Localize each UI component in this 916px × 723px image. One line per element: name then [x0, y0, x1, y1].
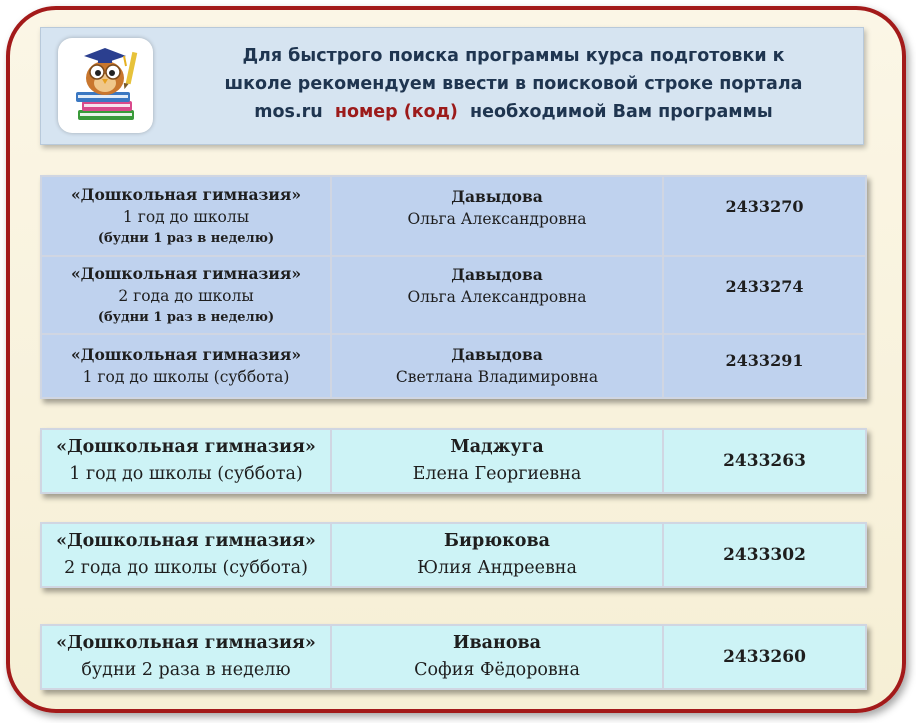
- program-card-3: [40, 624, 867, 690]
- teacher-cell: Давыдова Ольга Александровна: [331, 256, 663, 334]
- portal-name: mos.ru: [254, 102, 323, 122]
- program-code: 2433263: [663, 429, 866, 493]
- teacher-cell: Маджуга Елена Георгиевна: [331, 429, 663, 493]
- program-code: 2433270: [663, 176, 866, 256]
- table-row: [41, 256, 866, 334]
- program-cell: «Дошкольная гимназия» 2 года до школы (будни 1 раз в неделю): [41, 256, 331, 334]
- program-cell: «Дошкольная гимназия» будни 2 раза в неделю: [41, 625, 331, 689]
- hint-line-2: школе рекомендуем ввести в поисковой строке портала: [224, 74, 803, 94]
- table-row: [41, 625, 866, 689]
- program-cell: «Дошкольная гимназия» 1 год до школы (будни 1 раз в неделю): [41, 176, 331, 256]
- info-banner: [40, 27, 864, 145]
- search-hint-text: [181, 42, 846, 126]
- program-card-2: [40, 522, 867, 588]
- program-cell: «Дошкольная гимназия» 1 год до школы (суббота): [41, 334, 331, 398]
- program-code: 2433302: [663, 523, 866, 587]
- table-row: [41, 334, 866, 398]
- hint-line-3-suffix: необходимой Вам программы: [470, 102, 773, 122]
- teacher-cell: Иванова София Фёдоровна: [331, 625, 663, 689]
- table-row: [41, 176, 866, 256]
- teacher-cell: Бирюкова Юлия Андреевна: [331, 523, 663, 587]
- program-code: 2433291: [663, 334, 866, 398]
- programs-table-main: [40, 175, 867, 399]
- program-code: 2433260: [663, 625, 866, 689]
- teacher-cell: Давыдова Ольга Александровна: [331, 176, 663, 256]
- table-row: [41, 429, 866, 493]
- table-row: [41, 523, 866, 587]
- program-card-1: [40, 428, 867, 494]
- program-cell: «Дошкольная гимназия» 1 год до школы (суббота): [41, 429, 331, 493]
- hint-line-1: Для быстрого поиска программы курса подготовки к: [242, 46, 785, 66]
- program-cell: «Дошкольная гимназия» 2 года до школы (суббота): [41, 523, 331, 587]
- program-code: 2433274: [663, 256, 866, 334]
- code-emphasis: номер (код): [334, 102, 458, 122]
- owl-books-icon: [58, 38, 153, 133]
- teacher-cell: Давыдова Светлана Владимировна: [331, 334, 663, 398]
